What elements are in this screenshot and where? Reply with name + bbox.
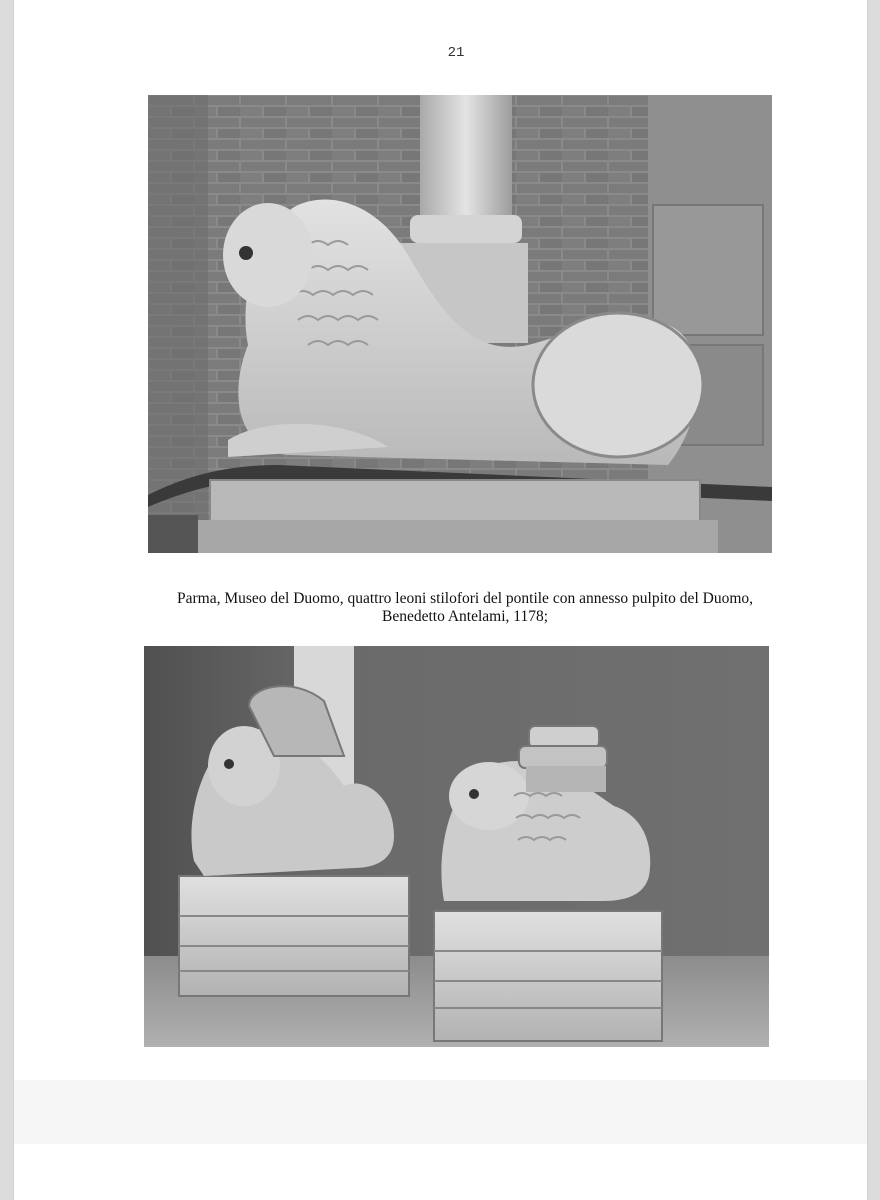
document-page — [14, 0, 867, 1200]
photo-caption — [120, 590, 810, 626]
page-number: 21 — [447, 45, 465, 61]
lion-column-base-photo — [148, 95, 772, 553]
photo-2-drawing — [144, 646, 769, 1047]
photo-1-drawing — [148, 95, 772, 553]
two-lions-photo — [144, 646, 769, 1047]
caption-line-1: Parma, Museo del Duomo, quattro leoni stilofori del pontile con annesso pulpito del Duomo, — [177, 590, 753, 607]
caption-line-2: Benedetto Antelami, 1178; — [381, 608, 549, 625]
scan-band — [14, 1080, 867, 1144]
